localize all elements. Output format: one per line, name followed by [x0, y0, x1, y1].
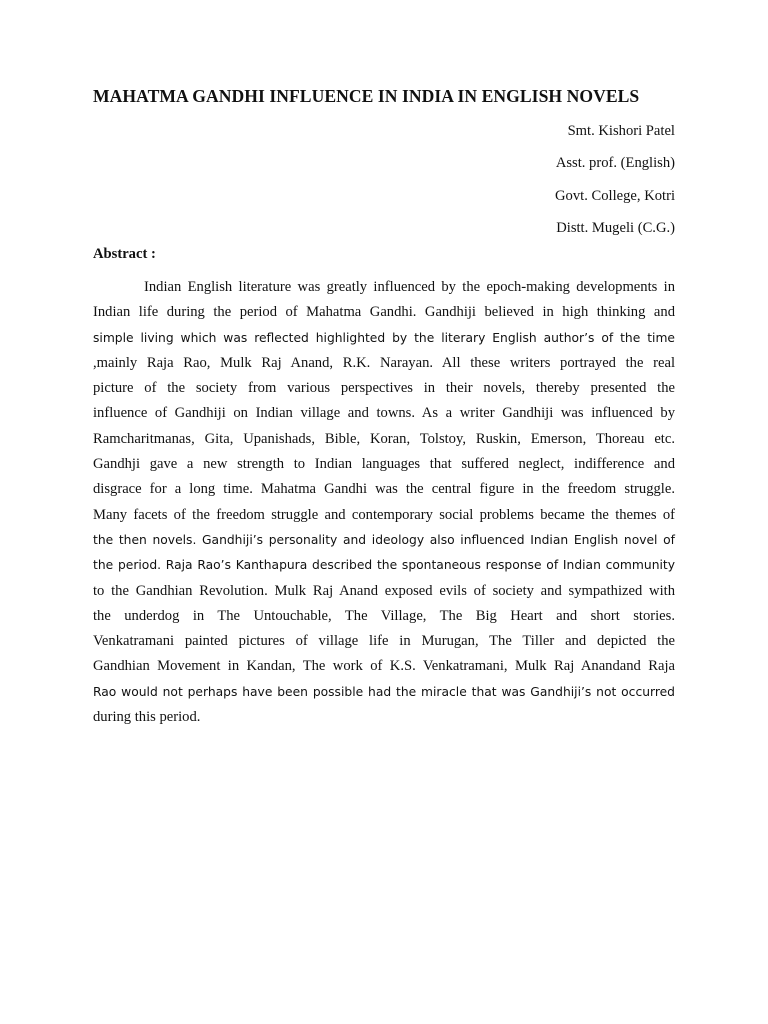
abstract-line: Indian life during the period of Mahatma Gandhi. Gandhiji believed in high thinking and — [93, 304, 675, 321]
abstract-line: simple living which was reflected highlighted by the literary English author’s of the time — [93, 330, 675, 345]
author-institution: Govt. College, Kotri — [555, 187, 675, 204]
author-block — [555, 120, 675, 249]
author-position: Asst. prof. (English) — [555, 155, 675, 172]
abstract-line: influence of Gandhiji on Indian village and towns. As a writer Gandhiji was influenced by — [93, 405, 675, 422]
abstract-line: Indian English literature was greatly influenced by the epoch-making developments in — [144, 279, 675, 295]
abstract-line: Gandhian Movement in Kandan, The work of K.S. Venkatramani, Mulk Raj Anandand Raja — [93, 658, 675, 675]
abstract-heading: Abstract : — [93, 246, 156, 262]
abstract-line: to the Gandhian Revolution. Mulk Raj Anand exposed evils of society and sympathized with — [93, 582, 675, 599]
abstract-line: Venkatramani painted pictures of village life in Murugan, The Tiller and depicted the — [93, 633, 675, 650]
abstract-line: picture of the society from various perspectives in their novels, thereby presented the — [93, 380, 675, 397]
abstract-body — [93, 275, 675, 730]
abstract-line: the underdog in The Untouchable, The Village, The Big Heart and short stories. — [93, 607, 675, 624]
abstract-line: ,mainly Raja Rao, Mulk Raj Anand, R.K. Narayan. All these writers portrayed the real — [93, 354, 675, 371]
abstract-line: disgrace for a long time. Mahatma Gandhi was the central figure in the freedom struggle. — [93, 481, 675, 498]
abstract-line: the then novels. Gandhiji’s personality and ideology also influenced Indian English novel of — [93, 532, 675, 547]
abstract-line: Gandhji gave a new strength to Indian languages that suffered neglect, indifference and — [93, 456, 675, 473]
abstract-line: Rao would not perhaps have been possible had the miracle that was Gandhiji’s not occurred — [93, 684, 675, 699]
author-name: Smt. Kishori Patel — [567, 123, 675, 139]
author-district: Distt. Mugeli (C.G.) — [556, 219, 675, 236]
abstract-line: Many facets of the freedom struggle and contemporary social problems became the themes of — [93, 506, 675, 523]
abstract-line: Ramcharitmanas, Gita, Upanishads, Bible, Koran, Tolstoy, Ruskin, Emerson, Thoreau etc. — [93, 430, 675, 447]
document-title: MAHATMA GANDHI INFLUENCE IN INDIA IN ENGLISH NOVELS — [93, 86, 640, 106]
abstract-line: the period. Raja Rao’s Kanthapura described the spontaneous response of Indian community — [93, 558, 675, 573]
abstract-line: during this period. — [93, 709, 201, 726]
